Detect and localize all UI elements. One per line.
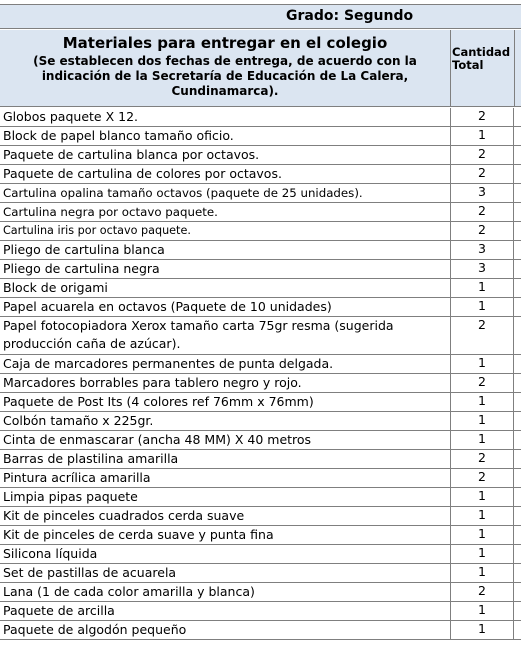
table-row [0,621,521,640]
item-quantity: 1 [451,279,514,297]
item-name: Kit de pinceles cuadrados cerda suave [0,507,451,525]
quantity-column-header: Cantidad Total [452,45,511,72]
item-name: Paquete de cartulina de colores por octavos. [0,165,451,183]
table-row [0,412,521,431]
item-name: Cinta de enmascarar (ancha 48 MM) X 40 metros [0,431,451,449]
item-quantity: 2 [451,165,514,183]
table-row [0,108,521,127]
item-quantity: 1 [451,127,514,145]
item-name: Pliego de cartulina negra [0,260,451,278]
item-quantity: 3 [451,241,514,259]
table-header [0,30,521,107]
item-name: Globos paquete X 12. [0,108,451,126]
item-name: Colbón tamaño x 225gr. [0,412,451,430]
item-name: Block de origami [0,279,451,297]
item-quantity: 2 [451,146,514,164]
item-name: Caja de marcadores permanentes de punta delgada. [0,355,451,373]
header-main-cell [0,30,451,107]
table-row [0,279,521,298]
item-name: Marcadores borrables para tablero negro y rojo. [0,374,451,392]
table-row [0,545,521,564]
item-quantity: 2 [451,450,514,468]
grade-bar [0,4,521,29]
item-quantity: 2 [451,317,514,354]
item-quantity: 2 [451,203,514,221]
item-name: Lana (1 de cada color amarilla y blanca) [0,583,451,601]
item-quantity: 1 [451,488,514,506]
item-name: Pliego de cartulina blanca [0,241,451,259]
item-quantity: 2 [451,583,514,601]
table-row [0,564,521,583]
item-name: Papel fotocopiadora Xerox tamaño carta 75gr resma (sugerida producción caña de azúcar). [0,317,451,354]
table-row [0,146,521,165]
table-row [0,222,521,241]
item-name: Set de pastillas de acuarela [0,564,451,582]
table-row [0,488,521,507]
header-note: (Se establecen dos fechas de entrega, de acuerdo con la indicación de la Secretaría de Educación de La Calera, Cundinamarca). [33,54,417,98]
table-row [0,583,521,602]
header-title: Materiales para entregar en el colegio [62,34,388,52]
item-name: Cartulina negra por octavo paquete. [0,203,451,221]
table-row [0,526,521,545]
item-name: Silicona líquida [0,545,451,563]
table-row [0,602,521,621]
table-row [0,317,521,355]
table-row [0,431,521,450]
item-name: Paquete de Post Its (4 colores ref 76mm x 76mm) [0,393,451,411]
item-quantity: 1 [451,621,514,639]
item-quantity: 1 [451,431,514,449]
table-row [0,450,521,469]
item-name: Paquete de algodón pequeño [0,621,451,639]
item-quantity: 2 [451,108,514,126]
table-row [0,374,521,393]
item-quantity: 1 [451,526,514,544]
item-name: Paquete de arcilla [0,602,451,620]
item-name: Limpia pipas paquete [0,488,451,506]
table-row [0,127,521,146]
table-row [0,203,521,222]
column-divider [514,30,515,107]
table-row [0,184,521,203]
table-row [0,355,521,374]
item-quantity: 1 [451,564,514,582]
item-name: Paquete de cartulina blanca por octavos. [0,146,451,164]
item-quantity: 2 [451,222,514,240]
item-quantity: 3 [451,260,514,278]
table-row [0,393,521,412]
table-row [0,165,521,184]
item-quantity: 1 [451,393,514,411]
item-quantity: 1 [451,602,514,620]
table-row [0,469,521,488]
item-quantity: 2 [451,374,514,392]
item-name: Cartulina iris por octavo paquete. [0,222,451,240]
grade-label: Grado: Segundo [286,8,414,24]
item-quantity: 1 [451,298,514,316]
item-quantity: 1 [451,507,514,525]
table-row [0,241,521,260]
item-quantity: 1 [451,545,514,563]
item-name: Pintura acrílica amarilla [0,469,451,487]
item-name: Papel acuarela en octavos (Paquete de 10 unidades) [0,298,451,316]
item-quantity: 1 [451,412,514,430]
table-row [0,298,521,317]
item-quantity: 3 [451,184,514,202]
item-quantity: 2 [451,469,514,487]
item-name: Cartulina opalina tamaño octavos (paquete de 25 unidades). [0,184,451,202]
item-name: Block de papel blanco tamaño oficio. [0,127,451,145]
item-quantity: 1 [451,355,514,373]
table-row [0,260,521,279]
item-name: Barras de plastilina amarilla [0,450,451,468]
item-name: Kit de pinceles de cerda suave y punta fina [0,526,451,544]
materials-list [0,108,521,640]
table-row [0,507,521,526]
